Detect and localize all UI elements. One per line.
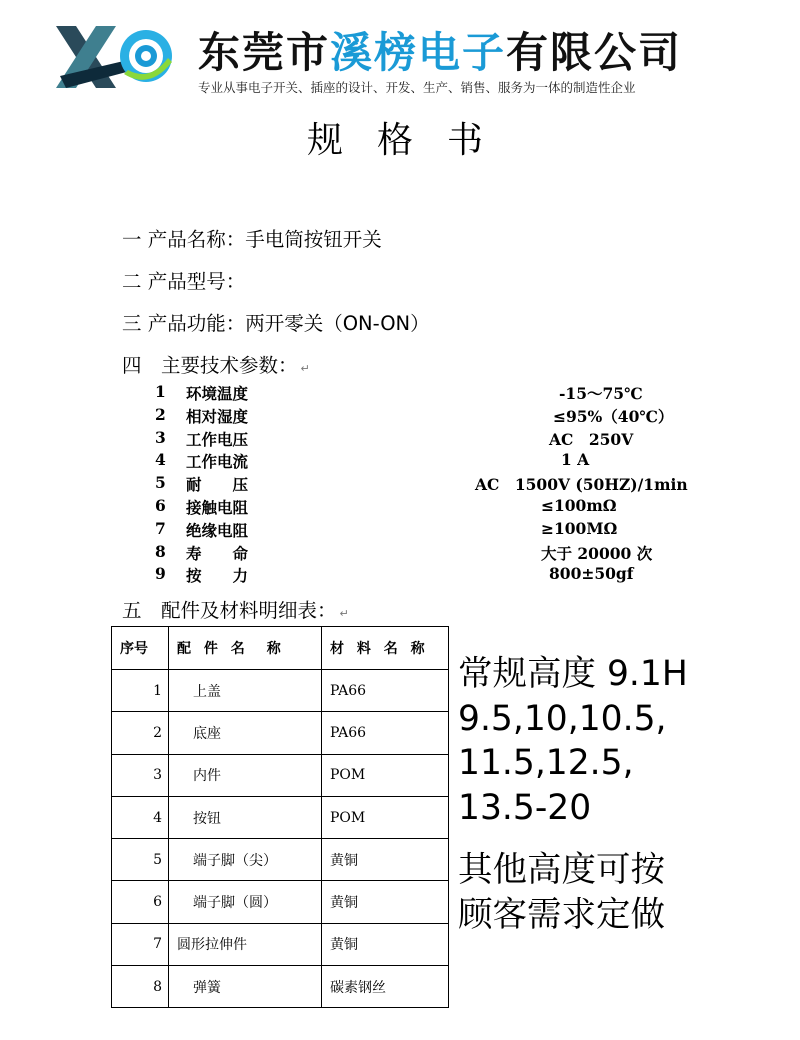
- section-tech-params: 四 主要技术参数： ↵: [122, 354, 310, 377]
- header-material: 材 料 名 称: [322, 627, 449, 670]
- table-row: 3 内件 POM: [112, 754, 449, 796]
- param-row: 9 按 力 800±50gf: [155, 564, 634, 586]
- param-row: 1 环境温度 -15～75℃: [155, 382, 643, 403]
- table-row: 7 圆形拉伸件 黄铜: [112, 923, 449, 965]
- param-row: 7 绝缘电阻 ≥100MΩ: [155, 518, 618, 540]
- section-product-name: 一 产品名称：手电筒按钮开关: [122, 228, 382, 251]
- table-header-row: [112, 627, 449, 670]
- table-row: 2 底座 PA66: [112, 712, 449, 754]
- table-row: 4 按钮 POM: [112, 796, 449, 838]
- tech-params-list: [155, 382, 715, 587]
- header-part-name: 配 件 名 称: [169, 627, 322, 670]
- section-product-function: 三 产品功能：两开零关（ON-ON）: [122, 312, 430, 335]
- header-index: 序号: [112, 627, 169, 670]
- custom-height-note: 其他高度可按 顾客需求定做: [458, 850, 665, 935]
- paragraph-mark: ↵: [339, 607, 349, 620]
- section-product-model: 二 产品型号：: [122, 270, 246, 293]
- section-bom: 五 配件及材料明细表： ↵: [122, 599, 349, 622]
- param-row: 5 耐 压 AC 1500V (50HZ)/1min: [155, 473, 688, 495]
- company-name-accent: 溪榜电子: [330, 28, 507, 77]
- param-row: 3 工作电压 AC 250V: [155, 427, 634, 449]
- company-name: 东莞市溪榜电子有限公司: [198, 28, 683, 77]
- table-row: 1 上盖 PA66: [112, 670, 449, 712]
- param-row: 2 相对湿度 ≤95%（40℃）: [155, 404, 674, 426]
- document-title: 规格书: [306, 120, 517, 161]
- company-slogan: 专业从事电子开关、插座的设计、开发、生产、销售、服务为一体的制造性企业: [198, 80, 636, 95]
- param-row: 4 工作电流 1 A: [155, 450, 590, 472]
- param-row: 8 寿 命 大于 20000 次: [155, 541, 653, 563]
- param-row: 6 接触电阻 ≤100mΩ: [155, 495, 617, 517]
- bom-table: [111, 626, 449, 1008]
- paragraph-mark: ↵: [300, 362, 310, 375]
- height-note: 常规高度 9.1H 9.5,10,10.5, 11.5,12.5, 13.5-20: [458, 654, 688, 828]
- table-row: 5 端子脚（尖） 黄铜: [112, 839, 449, 881]
- table-row: 8 弹簧 碳素钢丝: [112, 966, 449, 1008]
- company-logo: [50, 18, 180, 96]
- table-row: 6 端子脚（圆） 黄铜: [112, 881, 449, 923]
